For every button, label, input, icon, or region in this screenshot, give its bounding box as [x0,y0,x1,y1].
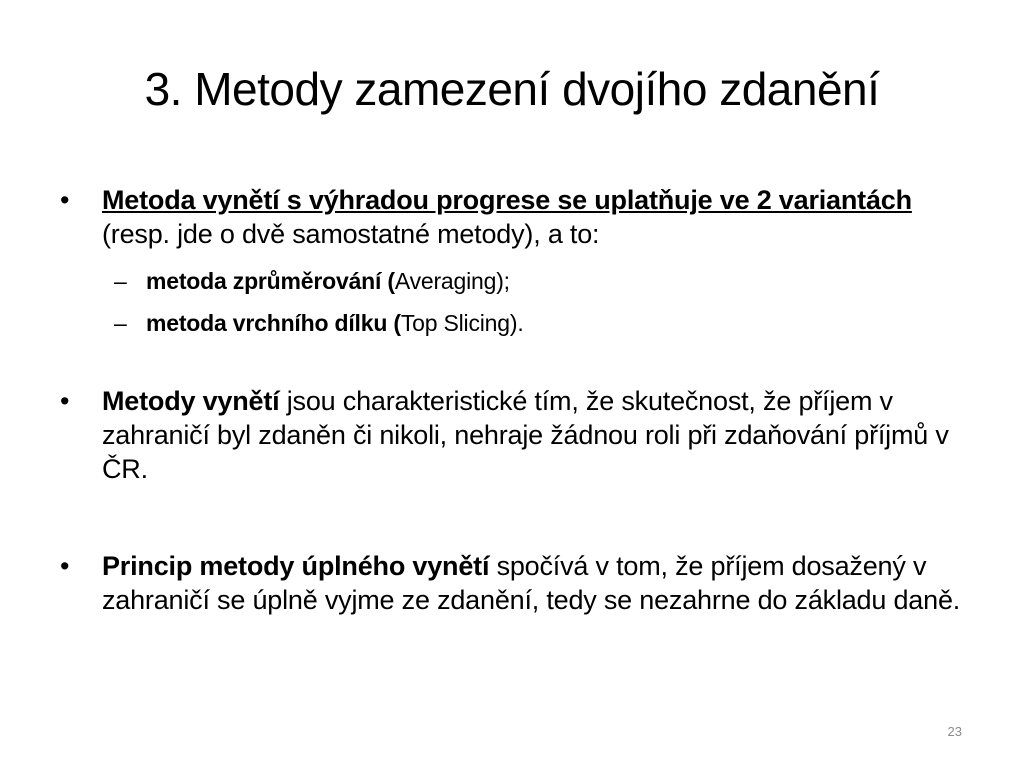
sub-bullet-bold: metoda vrchního dílku ( [146,310,401,336]
slide-title: 3. Metody zamezení dvojího zdanění [144,63,880,115]
bullet-text: spočívá v tom, že příjem dosažený v zahraničí se úplně vyjme ze zdanění, tedy se nezahrne do základu daně. [102,551,961,615]
sub-bullet-bold: metoda zprůměrování ( [146,268,395,294]
bullet-item [102,183,962,251]
sub-bullet-item [146,266,946,296]
slide-number: 23 [947,724,962,739]
bullet-text: jsou charakteristické tím, že skutečnost, že příjem v zahraničí byl zdaněn či nikoli, nehraje žádnou roli při zdaňování příjmů v ČR. [102,386,949,484]
bullet-item [102,384,962,486]
bullet-text: (resp. jde o dvě samostatné metody), a to: [102,219,600,249]
bullet-item [102,549,962,617]
sub-bullet-item [146,308,946,338]
bullet-lead: Metoda vynětí s výhradou progrese se uplatňuje ve 2 variantách [102,185,912,215]
sub-bullet-text: Averaging); [394,268,510,294]
bullet-lead: Princip metody úplného vynětí [102,551,490,581]
sub-bullet-text: Top Slicing). [400,310,524,336]
bullet-lead: Metody vynětí [102,386,280,416]
